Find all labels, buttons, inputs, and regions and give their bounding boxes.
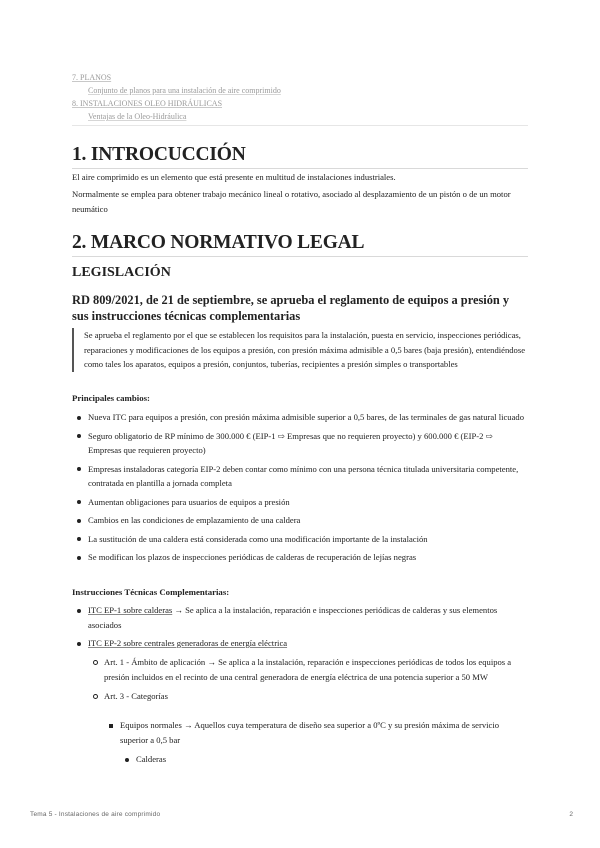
intro-paragraph-2: Normalmente se emplea para obtener trabajo mecánico lineal o rotativo, asociado al desplazamiento de un pistón o de un motor neumático <box>72 189 511 214</box>
footer-title: Tema 5 - Instalaciones de aire comprimido <box>30 811 161 818</box>
list-item-itc-ep2 <box>72 636 528 651</box>
toc-item[interactable]: 7. PLANOS <box>72 73 112 82</box>
bullet-icon <box>77 609 81 613</box>
list-item-art1: Art. 1 - Ámbito de aplicación → Se aplica a la instalación, reparación e inspecciones periódicas de todos los equipos a presión incluidos en el recinto de una central generadora de energía eléctrica de una potencia superior a 50 MW <box>88 655 528 684</box>
toc-item[interactable]: 8. INSTALACIONES OLEO HIDRÁULICAS <box>72 99 223 108</box>
bullet-ring-icon <box>93 694 98 699</box>
toc-item[interactable]: Ventajas de la Oleo-Hidráulica <box>88 112 187 121</box>
list-item-calderas: Calderas <box>120 752 528 767</box>
cambios-list <box>72 410 528 565</box>
bullet-icon <box>77 556 81 560</box>
bullet-icon <box>77 642 81 646</box>
bullet-ring-icon <box>93 660 98 665</box>
list-item: Cambios en las condiciones de emplazamiento de una caldera <box>72 513 528 528</box>
divider <box>72 256 528 257</box>
itc-list <box>72 603 528 651</box>
list-item-art3: Art. 3 - Categorías <box>88 689 528 704</box>
divider <box>72 168 528 169</box>
page-number: 2 <box>569 811 573 818</box>
bullet-icon <box>77 416 81 420</box>
table-of-contents <box>72 71 528 123</box>
equipos-sublist <box>120 752 528 767</box>
bullet-icon <box>77 537 81 541</box>
bullet-icon <box>77 467 81 471</box>
bullet-square-icon <box>109 724 113 728</box>
list-item-itc-ep1: ITC EP-1 sobre calderas → Se aplica a la instalación, reparación e inspecciones periódicas de calderas y sus elementos asociados <box>72 603 528 632</box>
list-item: La sustitución de una caldera está considerada como una modificación importante de la instalación <box>72 532 528 547</box>
label-itc: Instrucciones Técnicas Complementarias: <box>72 587 230 597</box>
bullet-icon <box>77 434 81 438</box>
intro-paragraph-1: El aire comprimido es un elemento que está presente en multitud de instalaciones industriales. <box>72 172 396 182</box>
blockquote: Se aprueba el reglamento por el que se establecen los requisitos para la instalación, puesta en servicio, inspecciones periódicas, reparaciones y modificaciones de los equipos a presión, con presión máxima admisible a 0,5 bares (baja presión), entendiéndose como tales los aparatos, equipos a presión, conjuntos, tuberías, recipientes a presión simples o transportables <box>72 328 536 372</box>
list-item: Seguro obligatorio de RP mínimo de 300.000 € (EIP-1 ⇨ Empresas que no requieren proyecto) y 600.000 € (EIP-2 ⇨ Empresas que requieren proyecto) <box>72 429 528 458</box>
toc-item[interactable]: Conjunto de planos para una instalación de aire comprimido <box>88 86 281 95</box>
list-item: Se modifican los plazos de inspecciones periódicas de calderas de recuperación de lejías negras <box>72 550 528 565</box>
section-heading-intro: 1. INTROCUCCIÓN <box>72 144 246 165</box>
bullet-icon <box>77 519 81 523</box>
label-principales-cambios: Principales cambios: <box>72 393 150 403</box>
list-item: Nueva ITC para equipos a presión, con presión máxima admisible superior a 0,5 bares, de las terminales de gas natural licuado <box>72 410 528 425</box>
list-item: Empresas instaladoras categoría EIP-2 deben contar como mínimo con una persona técnica titulada universitaria competente, contratada en plantilla a jornada completa <box>72 462 528 491</box>
list-item-equipos: Equipos normales → Aquellos cuya temperatura de diseño sea superior a 0ºC y su presión máxima de servicio superior a 0,5 bar <box>104 718 528 747</box>
divider <box>72 125 528 126</box>
section-heading-marco: 2. MARCO NORMATIVO LEGAL <box>72 232 365 253</box>
categorias-sublist <box>104 718 528 747</box>
bullet-icon <box>77 500 81 504</box>
list-item: Aumentan obligaciones para usuarios de equipos a presión <box>72 495 528 510</box>
rd-title: RD 809/2021, de 21 de septiembre, se aprueba el reglamento de equipos a presión y sus instrucciones técnicas complementarias <box>72 293 510 323</box>
subheading-legislacion: LEGISLACIÓN <box>72 265 171 280</box>
bullet-icon <box>125 758 129 762</box>
itc-ep2-link[interactable]: ITC EP-2 sobre centrales generadoras de energía eléctrica <box>88 638 288 648</box>
itc-ep2-sublist <box>88 655 528 704</box>
itc-ep1-link[interactable]: ITC EP-1 sobre calderas <box>88 605 173 615</box>
